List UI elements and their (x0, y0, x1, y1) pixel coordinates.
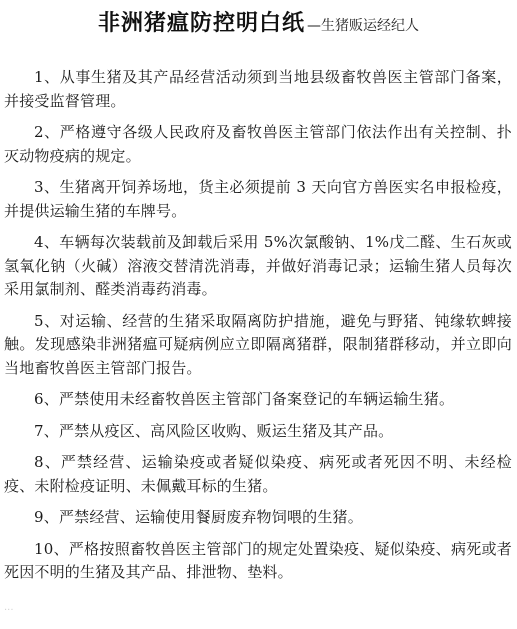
rule-item-4: 4、车辆每次装载前及卸载后采用 5%次氯酸钠、1%戊二醛、生石灰或氢氧化钠（火碱）溶液交替清洗消毒，并做好消毒记录；运输生猪人员每次采用氯制剂、醛类消毒药消毒。 (4, 233, 512, 298)
rule-item-9: 9、严禁经营、运输使用餐厨废弃物饲喂的生猪。 (34, 508, 363, 526)
rule-item-8: 8、严禁经营、运输染疫或者疑似染疫、病死或者死因不明、未经检疫、未附检疫证明、未佩戴耳标的生猪。 (4, 453, 512, 495)
rule-item-2: 2、严格遵守各级人民政府及畜牧兽医主管部门依法作出有关控制、扑灭动物疫病的规定。 (4, 123, 512, 165)
rules-list (4, 66, 512, 593)
watermark: ... (4, 602, 14, 613)
rule-item-7: 7、严禁从疫区、高风险区收购、贩运生猪及其产品。 (34, 421, 394, 440)
rule-item-6: 6、严禁使用未经畜牧兽医主管部门备案登记的车辆运输生猪。 (34, 390, 455, 408)
document-header (0, 6, 517, 37)
rule-item-10: 10、严格按照畜牧兽医主管部门的规定处置染疫、疑似染疫、病死或者死因不明的生猪及其产品、排泄物、垫料。 (4, 539, 512, 581)
document-title: 非洲猪瘟防控明白纸 (97, 11, 305, 36)
rule-item-3: 3、生猪离开饲养场地，货主必须提前 3 天向官方兽医实名申报检疫，并提供运输生猪的车牌号。 (4, 178, 512, 220)
rule-item-1: 1、从事生猪及其产品经营活动须到当地县级畜牧兽医主管部门备案，并接受监督管理。 (4, 68, 512, 110)
document-subtitle: —生猪贩运经纪人 (307, 18, 419, 34)
rule-item-5: 5、对运输、经营的生猪采取隔离防护措施，避免与野猪、钝缘软蜱接触。发现感染非洲猪瘟可疑病例应立即隔离猪群，限制猪群移动，并立即向当地畜牧兽医主管部门报告。 (4, 311, 512, 377)
